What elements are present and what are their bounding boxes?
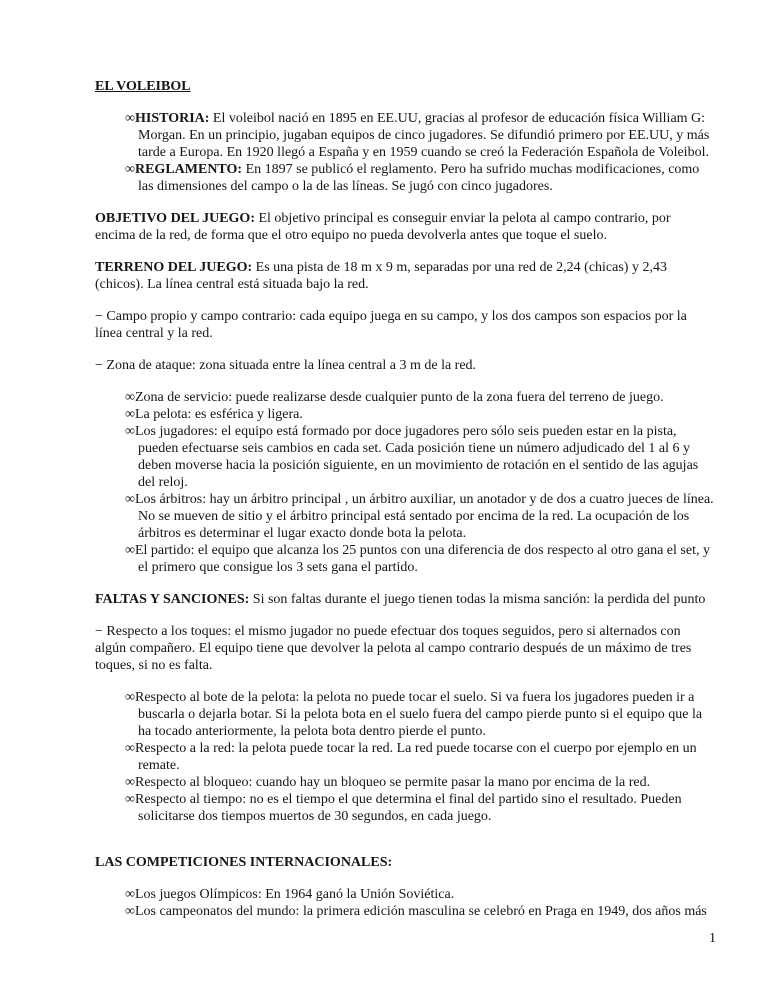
section-text: El objetivo principal es conseguir enviar la pelota al campo contrario, por encima de la red, de forma que el otro equipo no pueda devolverla antes que toque el suelo. — [95, 211, 671, 243]
intro-list — [125, 110, 714, 195]
list-item-partido — [125, 542, 714, 576]
term-label: HISTORIA: — [134, 111, 210, 126]
list-item-text: Zona de servicio: puede realizarse desde cualquier punto de la zona fuera del terreno de juego. — [134, 390, 664, 405]
infinity-bullet-icon: ∞ — [125, 111, 135, 126]
paragraph-objetivo — [95, 210, 714, 244]
infinity-bullet-icon: ∞ — [125, 390, 135, 405]
list-item-text: La pelota: es esférica y ligera. — [134, 407, 303, 422]
section-label: FALTAS Y SANCIONES: — [95, 592, 250, 607]
infinity-bullet-icon: ∞ — [125, 424, 135, 439]
list-item-juegos-olimpicos — [125, 886, 714, 903]
list-item-tiempo — [125, 791, 714, 825]
list-item-bote — [125, 689, 714, 740]
infinity-bullet-icon: ∞ — [125, 162, 135, 177]
section-label: TERRENO DEL JUEGO: — [95, 260, 253, 275]
list-item-arbitros — [125, 491, 714, 542]
list-item-bloqueo — [125, 774, 714, 791]
infinity-bullet-icon: ∞ — [125, 887, 135, 902]
faltas-list — [125, 689, 714, 825]
section-text: Es una pista de 18 m x 9 m, separadas por una red de 2,24 (chicas) y 2,43 (chicos). La línea central está situada bajo la red. — [95, 260, 667, 292]
paragraph-campo-propio: − Campo propio y campo contrario: cada equipo juega en su campo, y los dos campos son espacios por la línea central y la red. — [95, 309, 687, 341]
list-item-historia — [125, 110, 714, 161]
list-item-text: Respecto al bloqueo: cuando hay un bloqueo se permite pasar la mano por encima de la red. — [134, 775, 651, 790]
infinity-bullet-icon: ∞ — [125, 904, 135, 919]
list-item-pelota — [125, 406, 714, 423]
infinity-bullet-icon: ∞ — [125, 741, 135, 756]
paragraph-zona-ataque: − Zona de ataque: zona situada entre la línea central a 3 m de la red. — [95, 358, 477, 373]
term-text: En 1897 se publicó el reglamento. Pero ha sufrido muchas modificaciones, como las dimensiones del campo o la de las líneas. Se jugó con cinco jugadores. — [138, 162, 700, 194]
heading-competiciones: LAS COMPETICIONES INTERNACIONALES: — [95, 855, 393, 870]
list-item-text: Los campeonatos del mundo: la primera edición masculina se celebró en Praga en 1949, dos años más — [134, 904, 707, 919]
list-item-text: Los árbitros: hay un árbitro principal , un árbitro auxiliar, un anotador y de dos a cuatro jueces de línea. No se mueven de sitio y el árbitro principal está sentado por encima de la red. La ocupación de los árbitros es determinar el lugar exacto donde bota la pelota. — [134, 492, 714, 541]
term-label: REGLAMENTO: — [134, 162, 243, 177]
infinity-bullet-icon: ∞ — [125, 690, 135, 705]
list-item-reglamento — [125, 161, 714, 195]
paragraph-faltas — [95, 591, 714, 608]
section-text: Si son faltas durante el juego tienen todas la misma sanción: la perdida del punto — [252, 592, 706, 607]
paragraph-terreno — [95, 259, 714, 293]
term-text: El voleibol nació en 1895 en EE.UU, gracias al profesor de educación física William G: Morgan. En un principio, jugaban equipos de cinco jugadores. Se difundió primero por EE.UU, y más tarde a Europa. En 1920 llegó a España y en 1959 cuando se creó la Federación Española de Voleibol. — [138, 111, 710, 160]
list-item-zona-servicio — [125, 389, 714, 406]
page-number: 1 — [709, 931, 716, 946]
paragraph-toques: − Respecto a los toques: el mismo jugador no puede efectuar dos toques seguidos, pero si alternados con algún compañero. El equipo tiene que devolver la pelota al campo contrario después de un máximo de tres toques, si no es falta. — [95, 624, 692, 673]
section-label: OBJETIVO DEL JUEGO: — [95, 211, 255, 226]
reglas-list — [125, 389, 714, 576]
competiciones-list — [125, 886, 714, 920]
list-item-jugadores — [125, 423, 714, 491]
infinity-bullet-icon: ∞ — [125, 543, 135, 558]
infinity-bullet-icon: ∞ — [125, 775, 135, 790]
infinity-bullet-icon: ∞ — [125, 492, 135, 507]
infinity-bullet-icon: ∞ — [125, 792, 135, 807]
list-item-text: Los juegos Olímpicos: En 1964 ganó la Unión Soviética. — [134, 887, 455, 902]
list-item-campeonatos-mundo — [125, 903, 714, 920]
infinity-bullet-icon: ∞ — [125, 407, 135, 422]
list-item-red — [125, 740, 714, 774]
list-item-text: Respecto a la red: la pelota puede tocar la red. La red puede tocarse con el cuerpo por ejemplo en un remate. — [134, 741, 697, 773]
page-title: EL VOLEIBOL — [95, 79, 191, 94]
list-item-text: Los jugadores: el equipo está formado por doce jugadores pero sólo seis pueden estar en la pista, pueden efectuarse seis cambios en cada set. Cada posición tiene un número adjudicado del 1 al 6 y deben moverse hacia la posición siguiente, en un movimiento de rotación en el sentido de las agujas del reloj. — [134, 424, 699, 490]
list-item-text: El partido: el equipo que alcanza los 25 puntos con una diferencia de dos respecto al otro gana el set, y el primero que consigue los 3 sets gana el partido. — [134, 543, 710, 575]
list-item-text: Respecto al tiempo: no es el tiempo el que determina el final del partido sino el resultado. Pueden solicitarse dos tiempos muertos de 30 segundos, en cada juego. — [134, 792, 682, 824]
list-item-text: Respecto al bote de la pelota: la pelota no puede tocar el suelo. Si va fuera los jugadores pueden ir a buscarla o dejarla botar. Si la pelota bota en el suelo fuera del campo pierde punto si el equipo que la ha tocado anteriormente, la pelota bota dentro pierde el punto. — [134, 690, 703, 739]
